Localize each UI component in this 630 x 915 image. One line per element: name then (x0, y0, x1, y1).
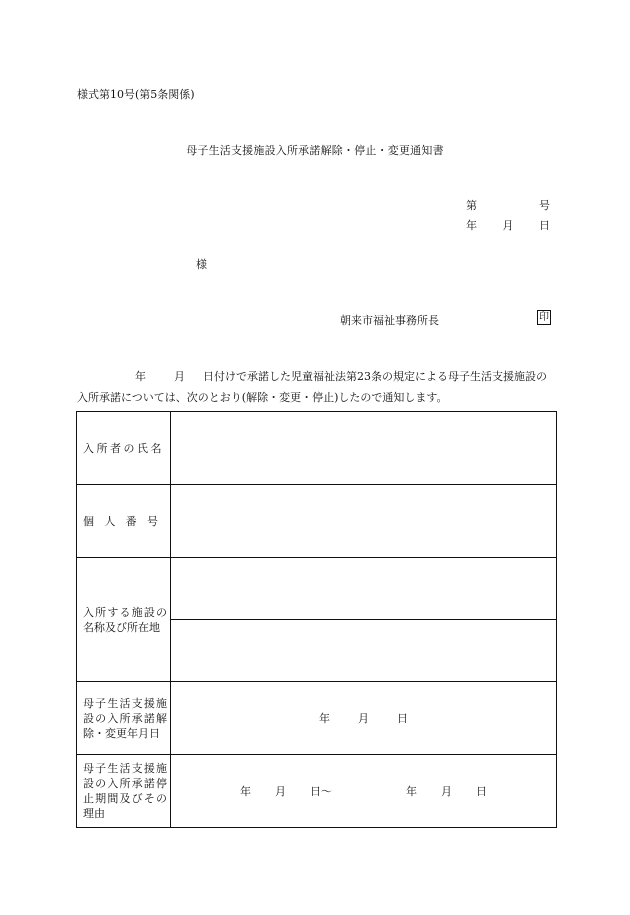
change-date-month: 月 (358, 712, 369, 725)
change-date-day: 日 (397, 712, 408, 725)
suspension-period-field[interactable] (171, 755, 557, 828)
label-change-date (77, 682, 171, 755)
issue-date (466, 217, 550, 233)
suspension-to-day: 日 (476, 785, 487, 798)
body-month: 月 (174, 370, 185, 383)
seal-mark: 印 (539, 312, 549, 323)
body-text: 日付けで承諾した児童福祉法第23条の規定による母子生活支援施設の入所承諾については、次のとおり(解除・変更・停止)したので通知します。 (77, 370, 547, 404)
reference-number-prefix: 第 (466, 199, 477, 212)
label-suspension (77, 755, 171, 828)
reference-number-suffix: 号 (539, 199, 550, 212)
issuer-name: 朝来市福祉事務所長 (340, 314, 439, 327)
facility-name-field[interactable] (171, 558, 557, 620)
body-paragraph (77, 366, 555, 408)
suspension-to-year: 年 (406, 785, 417, 798)
document-title: 母子生活支援施設入所承諾解除・停止・変更通知書 (186, 144, 444, 157)
label-suspension-text: 母子生活支援施設の入所承諾停止期間及びその理由 (83, 762, 167, 820)
form-table (76, 411, 557, 828)
label-resident-name-text: 入所者の氏名 (83, 442, 164, 455)
suspension-from-day: 日〜 (310, 785, 332, 798)
label-char: 号 (146, 515, 158, 528)
facility-address-field[interactable] (171, 620, 557, 682)
table-row (77, 682, 557, 755)
suspension-from-year: 年 (240, 785, 251, 798)
label-char: 人 (104, 515, 116, 528)
label-facility (77, 558, 171, 682)
issue-date-month: 月 (502, 219, 514, 232)
resident-name-field[interactable] (171, 412, 557, 485)
label-char: 個 (83, 515, 94, 528)
body-year: 年 (135, 370, 146, 383)
suspension-from-month: 月 (275, 785, 286, 798)
change-date-field[interactable] (171, 682, 557, 755)
addressee-honorific: 様 (196, 258, 207, 271)
table-row (77, 558, 557, 620)
label-char: 番 (125, 515, 137, 528)
label-facility-text: 入所する施設の名称及び所在地 (83, 605, 167, 634)
label-resident-name (77, 412, 171, 485)
reference-number (466, 197, 550, 213)
table-row (77, 755, 557, 828)
change-date-year: 年 (319, 712, 330, 725)
issue-date-day: 日 (539, 219, 550, 232)
table-row (77, 412, 557, 485)
table-row (77, 485, 557, 558)
label-personal-number (77, 485, 171, 558)
form-number: 様式第10号(第5条関係) (77, 88, 195, 101)
issue-date-year: 年 (466, 219, 477, 232)
label-change-date-text: 母子生活支援施設の入所承諾解除・変更年月日 (83, 696, 167, 740)
personal-number-field[interactable] (171, 485, 557, 558)
suspension-to-month: 月 (441, 785, 452, 798)
